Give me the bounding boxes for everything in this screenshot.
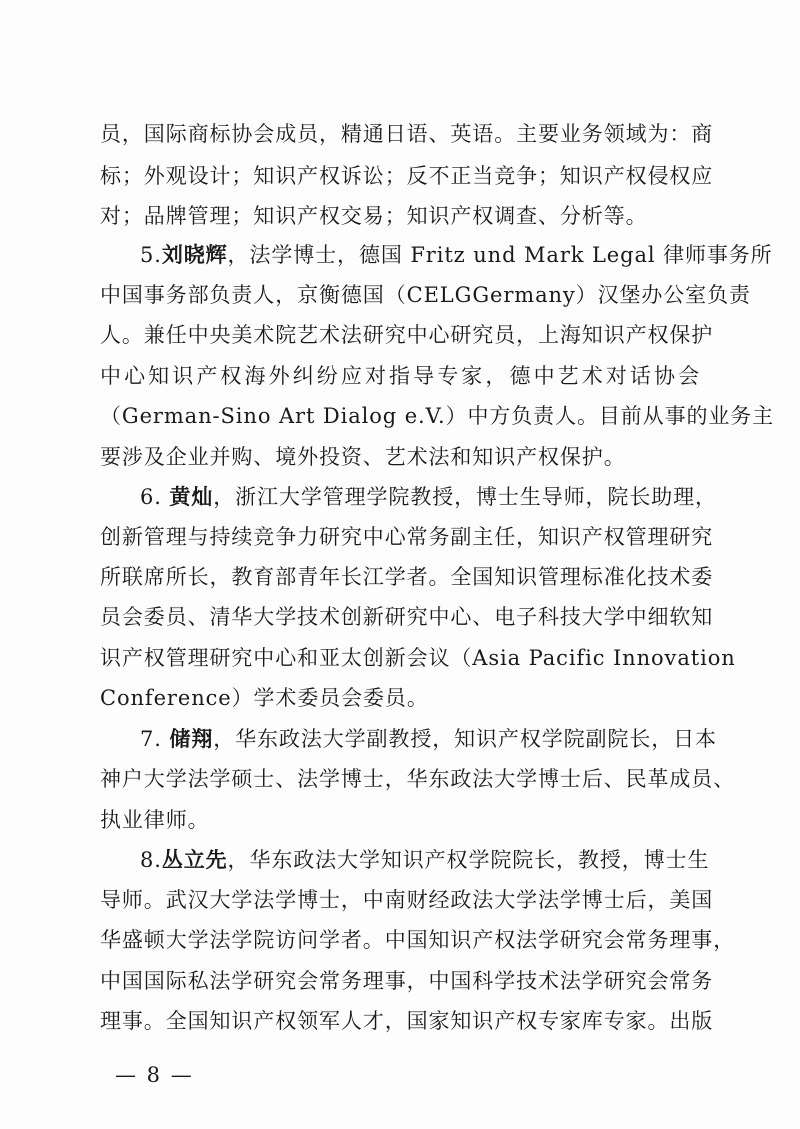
item-number: 5. xyxy=(140,243,162,267)
text-line: 中国国际私法学研究会常务理事，中国科学技术法学研究会常务 xyxy=(100,969,714,993)
text-line: （German-Sino Art Dialog e.V.）中方负责人。目前从事的业务主 xyxy=(100,404,775,428)
text-line: Conference）学术委员会委员。 xyxy=(100,686,429,710)
lead-text: ，浙江大学管理学院教授，博士生导师，院长助理， xyxy=(213,485,717,509)
text-line: 标；外观设计；知识产权诉讼；反不正当竞争；知识产权侵权应 xyxy=(100,164,714,188)
paragraph-lead-6 xyxy=(140,482,717,512)
page-number: — 8 — xyxy=(115,1063,194,1087)
text-line: 神户大学法学硕士、法学博士，华东政法大学博士后、民革成员、 xyxy=(100,767,736,791)
paragraph-lead-8 xyxy=(140,845,710,875)
lead-text: ，华东政法大学副教授，知识产权学院副院长，日本 xyxy=(213,727,717,751)
text-line: 对；品牌管理；知识产权交易；知识产权调查、分析等。 xyxy=(100,204,648,228)
text-line: 华盛顿大学法学院访问学者。中国知识产权法学研究会常务理事， xyxy=(100,928,736,952)
text-line: 导师。武汉大学法学博士，中南财经政法大学法学博士后，美国 xyxy=(100,888,714,912)
paragraph-lead-7 xyxy=(140,724,717,754)
text-line: 要涉及企业并购、境外投资、艺术法和知识产权保护。 xyxy=(100,445,626,469)
text-line: 人。兼任中央美术院艺术法研究中心研究员，上海知识产权保护 xyxy=(100,323,714,347)
text-line: 创新管理与持续竞争力研究中心常务副主任，知识产权管理研究 xyxy=(100,525,714,549)
paragraph-lead-5 xyxy=(140,240,773,270)
text-line: 中国事务部负责人，京衡德国（CELGGermany）汉堡办公室负责 xyxy=(100,283,751,307)
person-name: 丛立先 xyxy=(161,847,228,872)
person-name: 刘晓辉 xyxy=(161,242,228,267)
item-number: 7. xyxy=(140,727,170,751)
text-line: 理事。全国知识产权领军人才，国家知识产权专家库专家。出版 xyxy=(100,1009,714,1033)
item-number: 6. xyxy=(140,485,170,509)
text-line: 员，国际商标协会成员，精通日语、英语。主要业务领域为：商 xyxy=(100,122,714,146)
text-line: 执业律师。 xyxy=(100,808,210,832)
item-number: 8. xyxy=(140,848,162,872)
lead-text: ，法学博士，德国 Fritz und Mark Legal 律师事务所 xyxy=(227,243,773,267)
text-line: 所联席所长，教育部青年长江学者。全国知识管理标准化技术委 xyxy=(100,565,714,589)
text-line: 员会委员、清华大学技术创新研究中心、电子科技大学中细软知 xyxy=(100,605,714,629)
person-name: 黄灿 xyxy=(169,484,214,509)
text-line: 识产权管理研究中心和亚太创新会议（Asia Pacific Innovation xyxy=(100,646,736,670)
lead-text: ，华东政法大学知识产权学院院长，教授，博士生 xyxy=(227,848,710,872)
text-line: 中心知识产权海外纠纷应对指导专家，德中艺术对话协会 xyxy=(100,364,700,388)
person-name: 储翔 xyxy=(169,726,214,751)
